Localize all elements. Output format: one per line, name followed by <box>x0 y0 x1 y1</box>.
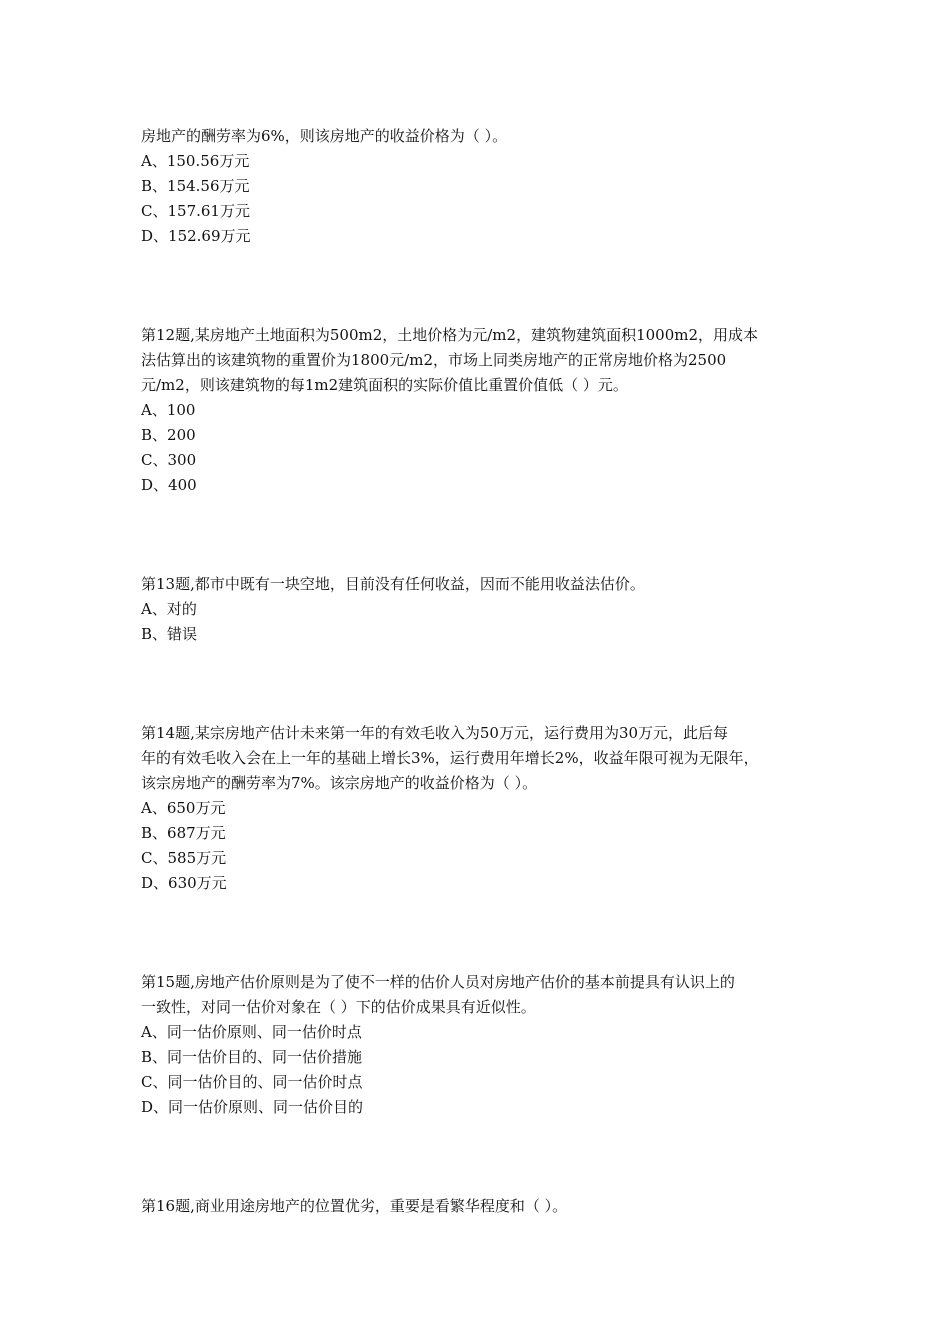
question-block-16 <box>141 1194 821 1219</box>
option-c: C、157.61万元 <box>141 202 250 220</box>
option-b: B、200 <box>141 426 196 444</box>
question-text-line: 一致性，对同一估价对象在（ ）下的估价成果具有近似性。 <box>141 998 536 1016</box>
option-b: B、错误 <box>141 625 198 643</box>
option-d: D、152.69万元 <box>141 227 251 245</box>
question-text-line: 房地产的酬劳率为6%，则该房地产的收益价格为（ ）。 <box>141 127 508 145</box>
option-d: D、400 <box>141 476 197 494</box>
question-text-line: 第14题,某宗房地产估计未来第一年的有效毛收入为50万元，运行费用为30万元，此后每 <box>141 724 729 742</box>
option-c: C、300 <box>141 451 197 469</box>
option-c: C、585万元 <box>141 849 227 867</box>
question-text-line: 法估算出的该建筑物的重置价为1800元/m2，市场上同类房地产的正常房地价格为2500 <box>141 351 727 369</box>
question-block-continued <box>141 124 821 249</box>
question-text-line: 第12题,某房地产土地面积为500m2，土地价格为元/m2，建筑物建筑面积1000m2，用成本 <box>141 326 759 344</box>
question-text-line: 第16题,商业用途房地产的位置优劣，重要是看繁华程度和（ ）。 <box>141 1197 568 1215</box>
question-block-12 <box>141 323 821 498</box>
question-text-line: 元/m2，则该建筑物的每1m2建筑面积的实际价值比重置价值低（ ）元。 <box>141 376 628 394</box>
option-c: C、同一估价目的、同一估价时点 <box>141 1073 363 1091</box>
question-block-14 <box>141 721 821 896</box>
option-a: A、650万元 <box>141 799 226 817</box>
question-text-line: 第15题,房地产估价原则是为了使不一样的估价人员对房地产估价的基本前提具有认识上的 <box>141 973 735 991</box>
option-a: A、150.56万元 <box>141 152 250 170</box>
option-a: A、对的 <box>141 600 197 618</box>
option-d: D、630万元 <box>141 874 227 892</box>
question-text-line: 该宗房地产的酬劳率为7%。该宗房地产的收益价格为（ ）。 <box>141 774 538 792</box>
option-b: B、687万元 <box>141 824 226 842</box>
option-a: A、100 <box>141 401 196 419</box>
option-d: D、同一估价原则、同一估价目的 <box>141 1098 364 1116</box>
option-b: B、154.56万元 <box>141 177 250 195</box>
question-text-line: 第13题,都市中既有一块空地，目前没有任何收益，因而不能用收益法估价。 <box>141 575 645 593</box>
question-text-line: 年的有效毛收入会在上一年的基础上增长3%，运行费用年增长2%，收益年限可视为无限年， <box>141 749 759 767</box>
option-a: A、同一估价原则、同一估价时点 <box>141 1023 362 1041</box>
question-block-15 <box>141 970 821 1120</box>
option-b: B、同一估价目的、同一估价措施 <box>141 1048 363 1066</box>
question-block-13 <box>141 572 821 647</box>
